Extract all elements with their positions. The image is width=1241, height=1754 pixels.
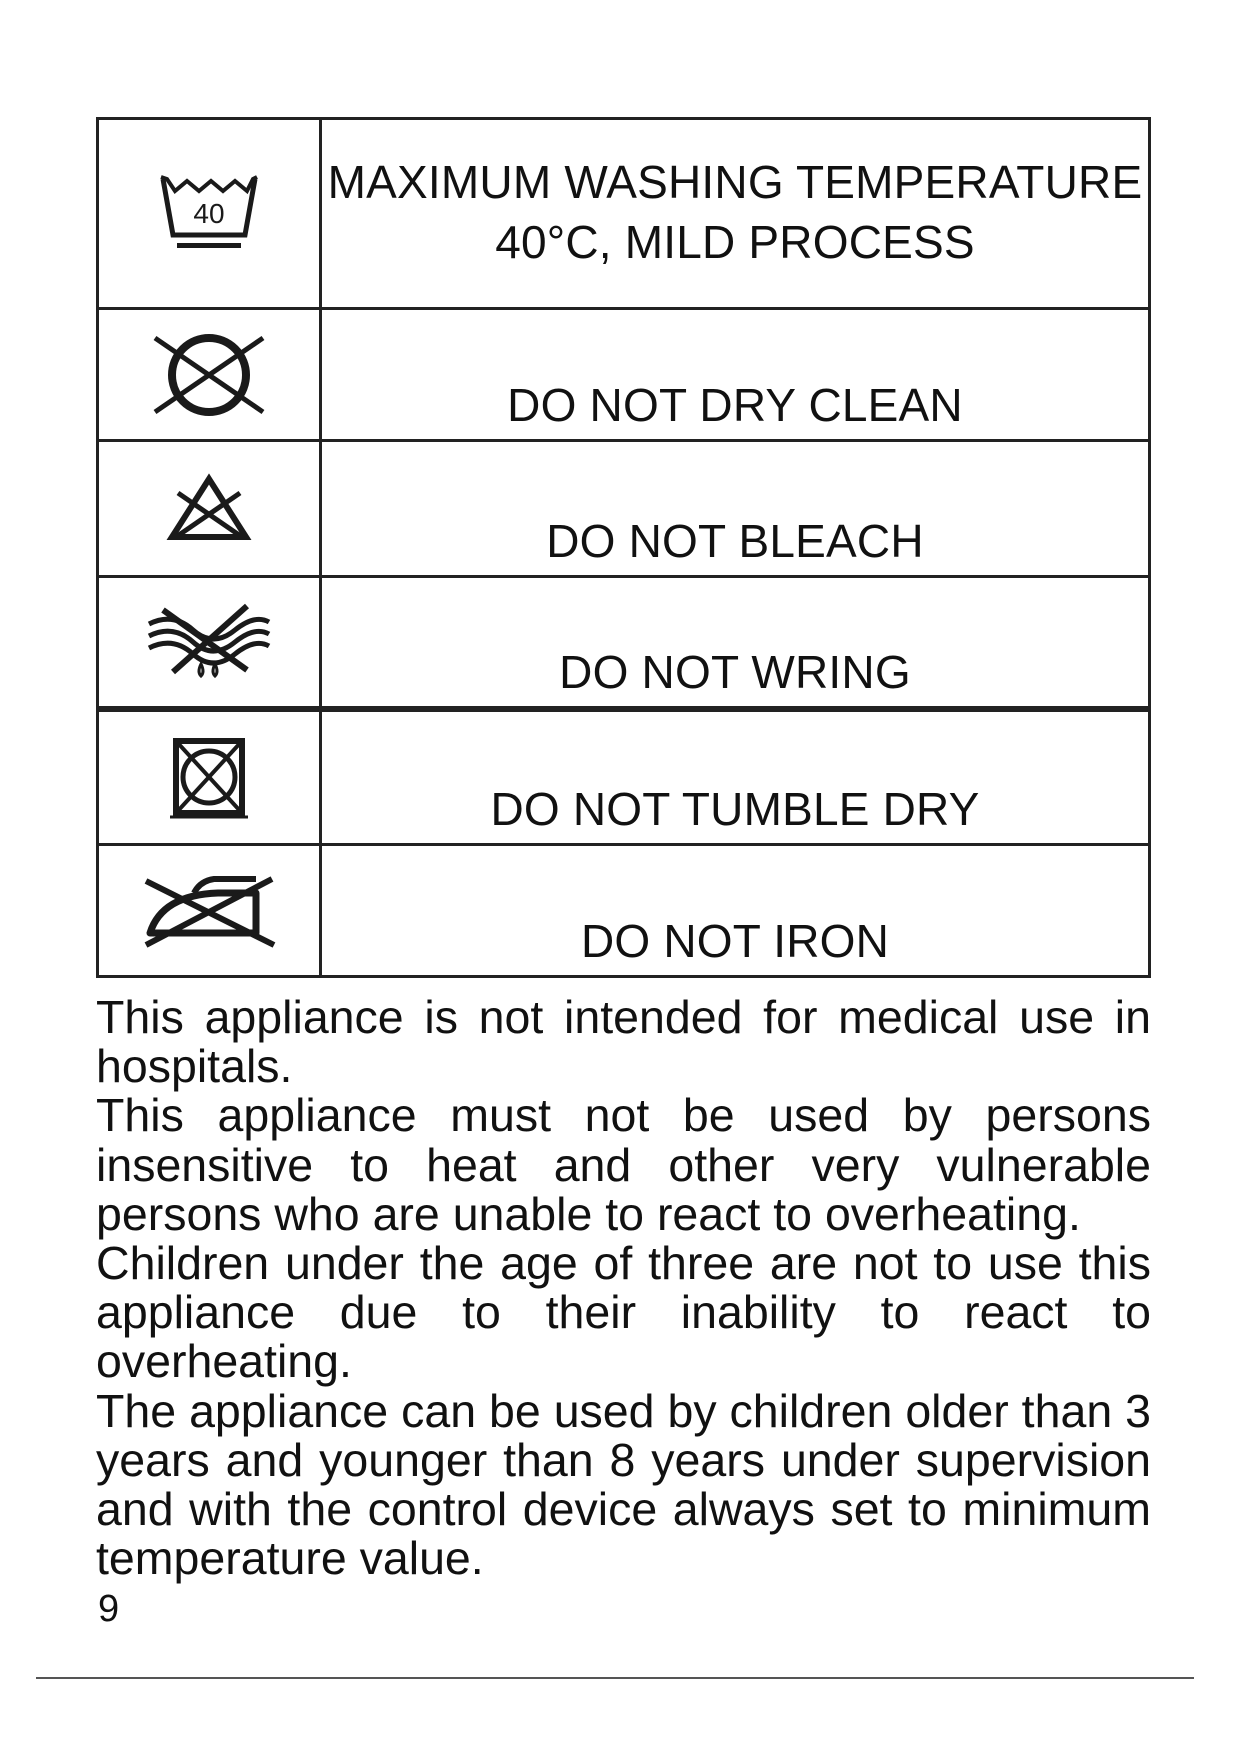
no-dry-clean-icon — [147, 330, 271, 420]
care-label-bleach: DO NOT BLEACH — [321, 441, 1150, 577]
care-row-bleach — [98, 441, 1150, 577]
safety-warnings — [96, 993, 1151, 1583]
wash-temperature-number: 40 — [193, 197, 225, 229]
care-icon-cell — [98, 309, 321, 441]
care-row-dry-clean — [98, 309, 1150, 441]
no-tumble-dry-icon — [164, 733, 254, 823]
warning-paragraph-children-supervision: The appliance can be used by children older than 3 years and younger than 8 years under supervision and with the control device always set to minimum temperature value. — [96, 1384, 1151, 1585]
no-iron-icon — [138, 871, 280, 951]
care-label-iron: DO NOT IRON — [321, 845, 1150, 977]
care-symbols-table — [96, 117, 1151, 978]
care-row-iron — [98, 845, 1150, 977]
no-wring-icon — [143, 600, 275, 684]
page-number: 9 — [98, 1588, 120, 1630]
care-icon-cell — [98, 119, 321, 309]
warning-paragraph-children-under-three: Children under the age of three are not to use this appliance due to their inability to react to overheating. — [96, 1237, 1151, 1388]
care-label-wring: DO NOT WRING — [321, 577, 1150, 710]
care-icon-cell — [98, 441, 321, 577]
wash-40-icon — [157, 171, 261, 257]
care-label-tumble-dry: DO NOT TUMBLE DRY — [321, 709, 1150, 845]
footer-divider — [36, 1677, 1194, 1679]
care-row-wash — [98, 119, 1150, 309]
care-icon-cell — [98, 577, 321, 710]
care-label-wash: MAXIMUM WASHING TEMPERATURE 40°C, MILD PROCESS — [321, 119, 1150, 309]
warning-paragraph-medical: This appliance is not intended for medical use in hospitals. — [96, 991, 1151, 1093]
care-icon-cell — [98, 845, 321, 977]
warning-paragraph-vulnerable-persons: This appliance must not be used by persons insensitive to heat and other very vulnerable persons who are unable to react to overheating. — [96, 1089, 1151, 1240]
no-bleach-icon — [166, 473, 252, 545]
care-row-tumble-dry — [98, 709, 1150, 845]
care-label-dry-clean: DO NOT DRY CLEAN — [321, 309, 1150, 441]
care-row-wring — [98, 577, 1150, 710]
care-icon-cell — [98, 709, 321, 845]
